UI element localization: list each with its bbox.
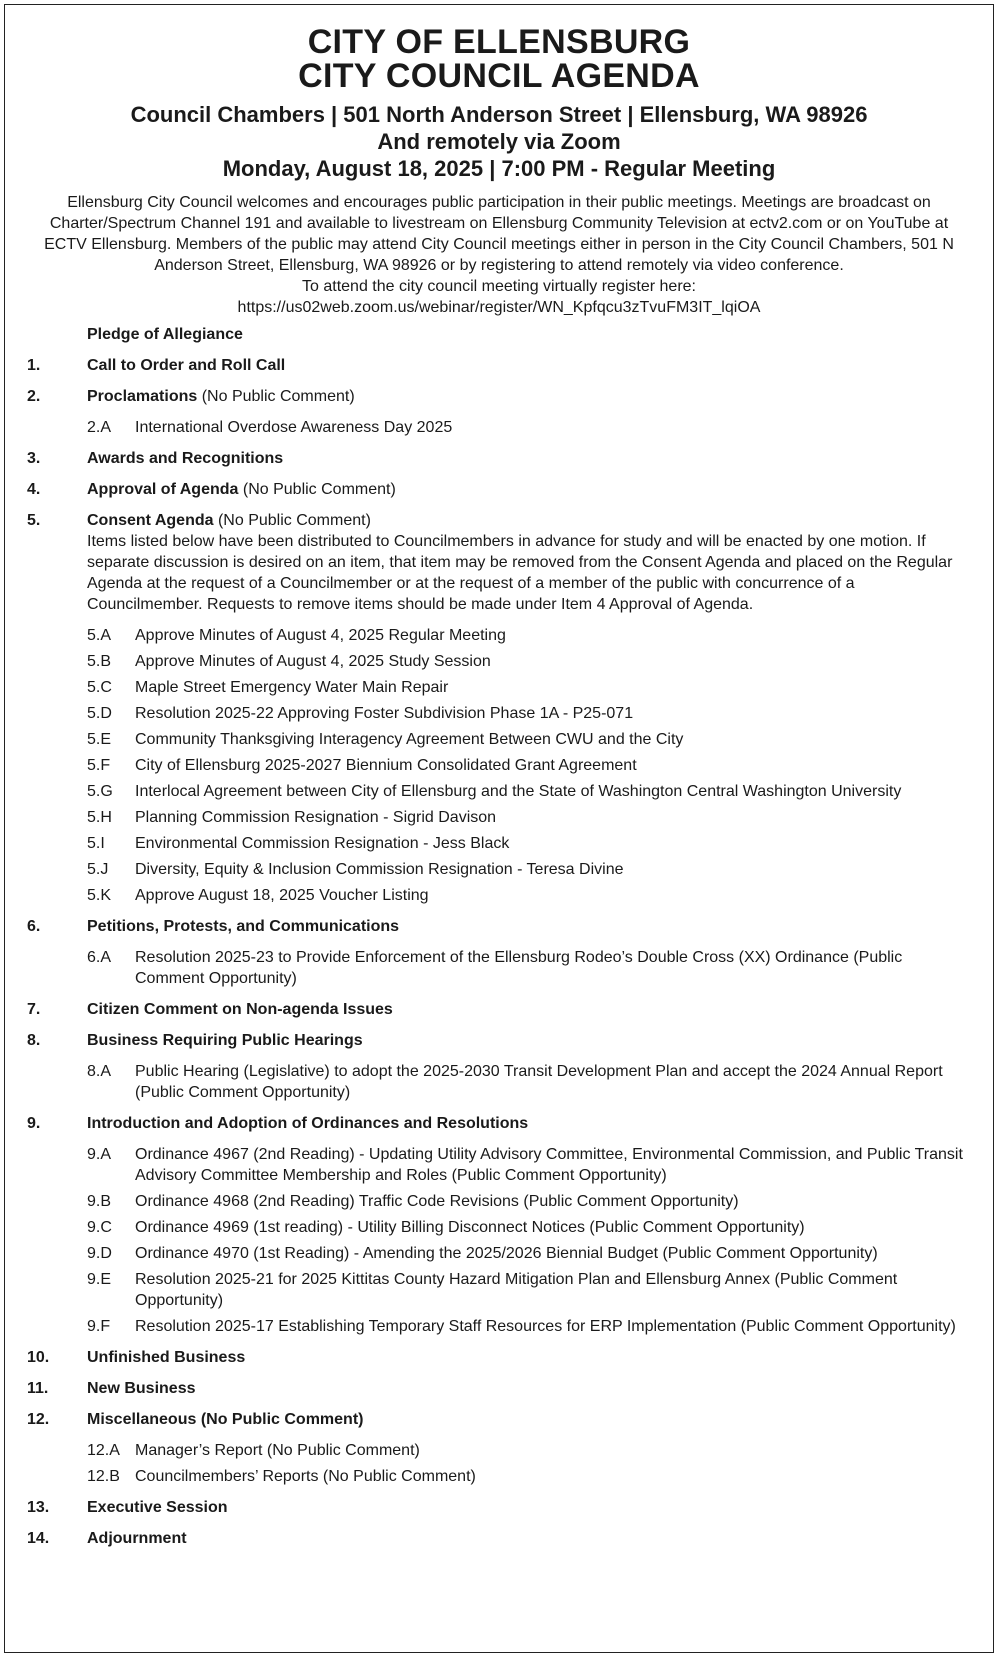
agenda-subitem-number: 5.A [87,627,112,644]
agenda-item [5,448,993,469]
agenda-item-heading [87,386,971,407]
agenda-item [5,1497,993,1518]
agenda-subitem [87,1144,971,1186]
agenda-item-label: Citizen Comment on Non-agenda Issues [87,1001,393,1018]
agenda-subitem [87,729,971,750]
agenda-item-label: Awards and Recognitions [87,450,284,467]
agenda-subitem-number: 8.A [87,1063,112,1080]
agenda-item-heading [87,999,971,1020]
agenda-item-heading [87,916,971,937]
agenda-subitem [87,1269,971,1311]
agenda-title: CITY COUNCIL AGENDA [298,57,700,95]
agenda-item-number: 4. [27,481,41,498]
agenda-subitem [87,885,971,906]
agenda-subitem-text: Maple Street Emergency Water Main Repair [135,679,449,696]
agenda-subitem-number: 5.K [87,887,112,904]
meeting-datetime: Monday, August 18, 2025 | 7:00 PM - Regular Meeting [222,156,776,181]
agenda-subitem-number: 5.B [87,653,112,670]
agenda-subitem-number: 5.C [87,679,112,696]
register-text: To attend the city council meeting virtually register here: [302,278,696,295]
agenda-subitem-text: Diversity, Equity & Inclusion Commission Resignation - Teresa Divine [135,861,624,878]
agenda-subitem [87,1061,971,1103]
agenda-item-label: Business Requiring Public Hearings [87,1032,363,1049]
agenda-item-heading [87,1030,971,1051]
agenda-subitem [87,755,971,776]
agenda-subitem-text: Resolution 2025-22 Approving Foster Subdivision Phase 1A - P25-071 [135,705,634,722]
agenda-item-label: Executive Session [87,1499,228,1516]
agenda-subitem [87,1217,971,1238]
agenda-item-number: 8. [27,1032,41,1049]
agenda-subitem [87,947,971,989]
agenda-item-number: 11. [27,1380,49,1397]
agenda-subitem-text: Planning Commission Resignation - Sigrid Davison [135,809,497,826]
agenda-item-heading [87,1378,971,1399]
agenda-item-label: Introduction and Adoption of Ordinances and Resolutions [87,1115,529,1132]
agenda-subitem-number: 5.G [87,783,113,800]
agenda-item-heading [87,1497,971,1518]
agenda-subitem-number: 9.E [87,1271,112,1288]
agenda-item [5,916,993,937]
agenda-subitem-number: 5.F [87,757,111,774]
agenda-subitem-text: Interlocal Agreement between City of Ellensburg and the State of Washington Central Washington University [135,783,902,800]
agenda-item-note: (No Public Comment) [238,481,396,498]
agenda-page [4,4,994,1653]
agenda-item [5,1113,993,1134]
agenda-item-heading [87,1409,971,1430]
agenda-subitem-text: Ordinance 4969 (1st reading) - Utility Billing Disconnect Notices (Public Comment Opportunity) [135,1219,805,1236]
agenda-item-number: 2. [27,388,41,405]
agenda-item [5,1528,993,1549]
agenda-item [5,386,993,407]
agenda-item-number: 5. [27,512,41,529]
agenda-subitem-number: 2.A [87,419,112,436]
agenda-subitem-text: Ordinance 4970 (1st Reading) - Amending the 2025/2026 Biennial Budget (Public Comment Opportunity) [135,1245,878,1262]
agenda-item-label: Proclamations [87,388,198,405]
city-title: CITY OF ELLENSBURG [307,23,691,61]
agenda-subitem [87,1440,971,1461]
agenda-subitem-text: Resolution 2025-17 Establishing Temporary Staff Resources for ERP Implementation (Public Comment Opportunity) [135,1318,956,1335]
agenda-item-heading [87,1347,971,1368]
register-url: https://us02web.zoom.us/webinar/register/WN_Kpfqcu3zTvuFM3IT_lqiOA [237,299,761,316]
agenda-item-label: Adjournment [87,1530,187,1547]
agenda-subitem [87,781,971,802]
agenda-subitem [87,1243,971,1264]
pledge-label: Pledge of Allegiance [87,326,243,343]
agenda-item-label: New Business [87,1380,196,1397]
agenda-item-heading [87,510,971,531]
agenda-item-note: (No Public Comment) [197,388,355,405]
agenda-subitem [87,703,971,724]
agenda-item [5,355,993,376]
agenda-subitem-text: Public Hearing (Legislative) to adopt the 2025-2030 Transit Development Plan and accept the 2024 Annual Report (Public Comment Opportunity) [135,1063,943,1101]
agenda-subitem [87,651,971,672]
agenda-item [5,1347,993,1368]
agenda-subitem-number: 9.D [87,1245,112,1262]
agenda-item-label: Petitions, Protests, and Communications [87,918,400,935]
agenda-subitem [87,1466,971,1487]
agenda-subitem-number: 5.I [87,835,105,852]
agenda-item-number: 12. [27,1411,50,1428]
agenda-item [5,479,993,500]
agenda-subitem-number: 5.H [87,809,112,826]
agenda-item-note: (No Public Comment) [213,512,371,529]
agenda-item-number: 13. [27,1499,50,1516]
agenda-item-label: Miscellaneous (No Public Comment) [87,1411,364,1428]
agenda-item [5,1378,993,1399]
agenda-subitem-text: International Overdose Awareness Day 2025 [135,419,453,436]
agenda-subitem-number: 9.C [87,1219,112,1236]
agenda-subitem-number: 5.J [87,861,109,878]
agenda-item-label: Unfinished Business [87,1349,246,1366]
agenda-item [5,1409,993,1430]
agenda-subitem-text: Manager’s Report (No Public Comment) [135,1442,420,1459]
agenda-subitem-number: 9.B [87,1193,112,1210]
agenda-subitem-number: 9.A [87,1146,112,1163]
agenda-item-number: 6. [27,918,41,935]
agenda-item-heading [87,355,971,376]
agenda-subitem-text: Approve Minutes of August 4, 2025 Regular Meeting [135,627,506,644]
agenda-subitem-number: 9.F [87,1318,111,1335]
agenda-subitem-number: 12.A [87,1442,120,1459]
pledge-item [5,324,993,345]
agenda-header [5,25,993,182]
agenda-item-heading [87,448,971,469]
remote-note: And remotely via Zoom [377,129,621,154]
agenda-subitem-text: Councilmembers’ Reports (No Public Comment) [135,1468,476,1485]
agenda-subitem [87,1316,971,1337]
agenda-subitem [87,417,971,438]
agenda-subitem-text: City of Ellensburg 2025-2027 Biennium Consolidated Grant Agreement [135,757,637,774]
agenda-subitem [87,677,971,698]
agenda-item-heading [87,1528,971,1549]
agenda-item [5,1030,993,1051]
agenda-item-label: Consent Agenda [87,512,214,529]
meeting-location: Council Chambers | 501 North Anderson Street | Ellensburg, WA 98926 [130,102,868,127]
intro-block [31,192,967,318]
agenda-item-number: 7. [27,1001,41,1018]
agenda-subitem-text: Resolution 2025-21 for 2025 Kittitas County Hazard Mitigation Plan and Ellensburg Annex (Public Comment Opportunity) [135,1271,898,1309]
agenda-item-number: 14. [27,1530,50,1547]
consent-agenda-description: Items listed below have been distributed to Councilmembers in advance for study and will be enacted by one motion. If separate discussion is desired on an item, that item may be removed from the Consent Agenda and placed on the Regular Agenda at the request of a Councilmember or at the request of a member of the public with concurrence of a Councilmember. Requests to remove items should be made under Item 4 Approval of Agenda. [87,533,953,613]
agenda-item [5,510,993,531]
agenda-subitem-text: Ordinance 4968 (2nd Reading) Traffic Code Revisions (Public Comment Opportunity) [135,1193,739,1210]
agenda-subitem-text: Approve Minutes of August 4, 2025 Study Session [135,653,491,670]
agenda-subitem-text: Environmental Commission Resignation - Jess Black [135,835,510,852]
agenda-item-label: Approval of Agenda [87,481,239,498]
agenda-subitem [87,859,971,880]
agenda-item-heading [87,479,971,500]
agenda-item-number: 9. [27,1115,41,1132]
agenda-list [5,324,993,1549]
agenda-item-heading [87,1113,971,1134]
agenda-item-number: 3. [27,450,41,467]
intro-paragraph: Ellensburg City Council welcomes and encourages public participation in their public meetings. Meetings are broadcast on Charter/Spectrum Channel 191 and available to livestream on Ellensburg Community Television at ectv2.com or on YouTube at ECTV Ellensburg. Members of the public may attend City Council meetings either in person in the City Council Chambers, 501 N Anderson Street, Ellensburg, WA 98926 or by registering to attend remotely via video conference. [44,194,954,274]
agenda-subitem-number: 5.E [87,731,112,748]
agenda-subitem-text: Ordinance 4967 (2nd Reading) - Updating Utility Advisory Committee, Environmental Commission, and Public Transit Advisory Committee Membership and Roles (Public Comment Opportunity) [135,1146,963,1184]
agenda-subitem [87,625,971,646]
agenda-subitem-text: Community Thanksgiving Interagency Agreement Between CWU and the City [135,731,684,748]
agenda-item-label: Call to Order and Roll Call [87,357,286,374]
agenda-subitem-number: 5.D [87,705,112,722]
agenda-subitem-number: 6.A [87,949,112,966]
agenda-subitem-text: Approve August 18, 2025 Voucher Listing [135,887,429,904]
agenda-item-number: 1. [27,357,41,374]
agenda-subitem-text: Resolution 2025-23 to Provide Enforcement of the Ellensburg Rodeo’s Double Cross (XX) Ordinance (Public Comment Opportunity) [135,949,903,987]
agenda-subitem-number: 12.B [87,1468,120,1485]
agenda-item-number: 10. [27,1349,50,1366]
agenda-subitem [87,1191,971,1212]
agenda-subitem [87,833,971,854]
agenda-subitem [87,807,971,828]
agenda-item [5,999,993,1020]
